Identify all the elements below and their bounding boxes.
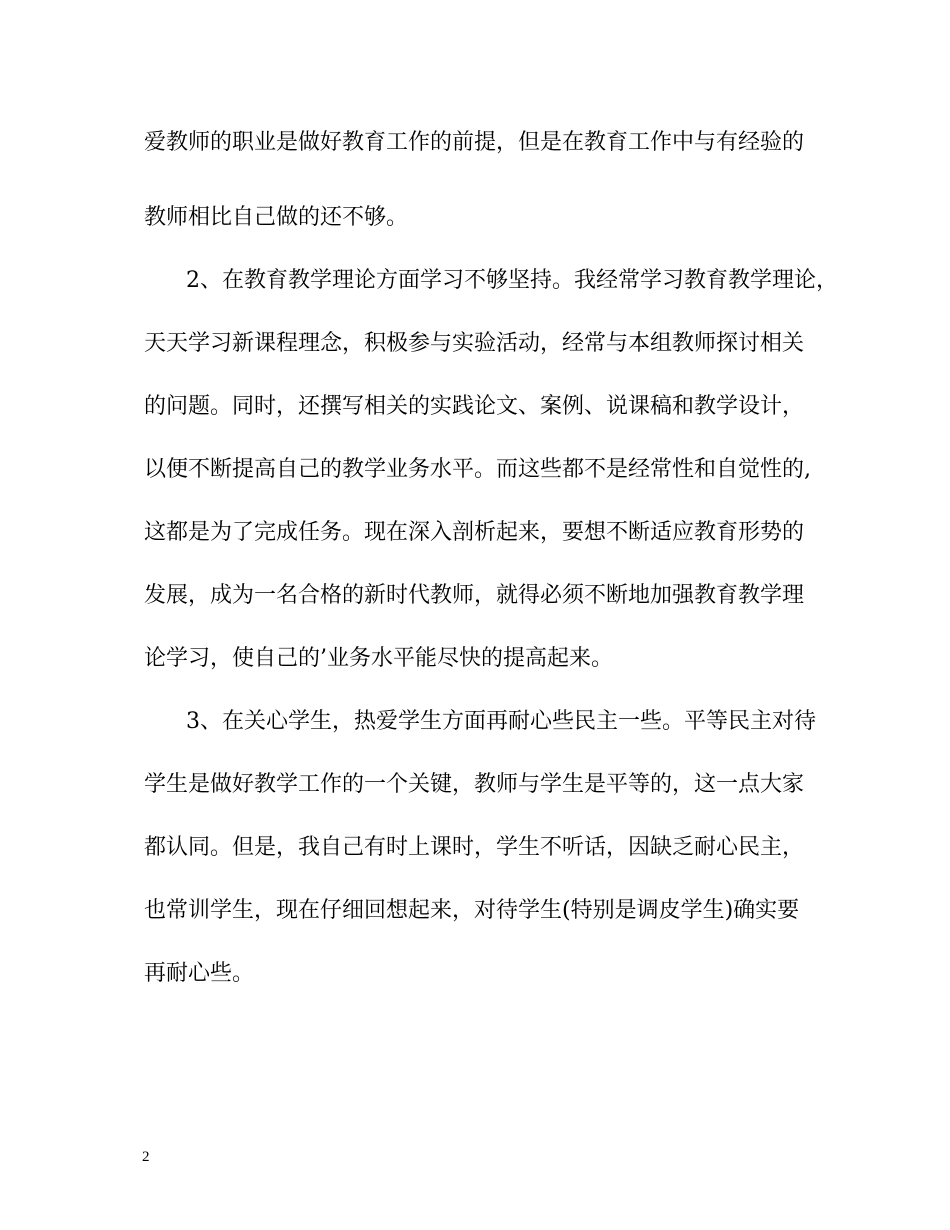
text-line: 这都是为了完成任务。现在深入剖析起来，要想不断适应教育形势的: [144, 520, 805, 545]
text-line: 再耐心些。: [144, 961, 255, 986]
text-line: 论学习，使自己的’业务水平能尽快的提高起来。: [144, 646, 613, 671]
page-number: 2: [142, 1149, 150, 1165]
text-line: 都认同。但是，我自己有时上课时，学生不听话，因缺乏耐心民主，: [144, 835, 805, 860]
text-line: 发展，成为一名合格的新时代教师，就得必须不断地加强教育教学理: [144, 583, 805, 608]
text-line: 以便不断提高自己的教学业务水平。而这些都不是经常性和自觉性的,: [144, 457, 811, 482]
text-line: 的问题。同时，还撰写相关的实践论文、案例、说课稿和教学设计，: [144, 394, 805, 419]
text-line: 教师相比自己做的还不够。: [144, 205, 409, 230]
text-line: 2、在教育教学理论方面学习不够坚持。我经常学习教育教学理论，: [186, 268, 838, 293]
text-line: 也常训学生，现在仔细回想起来，对待学生(特别是调皮学生)确实要: [144, 898, 800, 923]
text-line: 学生是做好教学工作的一个关键，教师与学生是平等的，这一点大家: [144, 772, 805, 797]
text-line: 天天学习新课程理念，积极参与实验活动，经常与本组教师探讨相关: [144, 331, 805, 356]
text-line: 爱教师的职业是做好教育工作的前提，但是在教育工作中与有经验的: [144, 130, 805, 155]
text-line: 3、在关心学生，热爱学生方面再耐心些民主一些。平等民主对待: [186, 709, 816, 734]
